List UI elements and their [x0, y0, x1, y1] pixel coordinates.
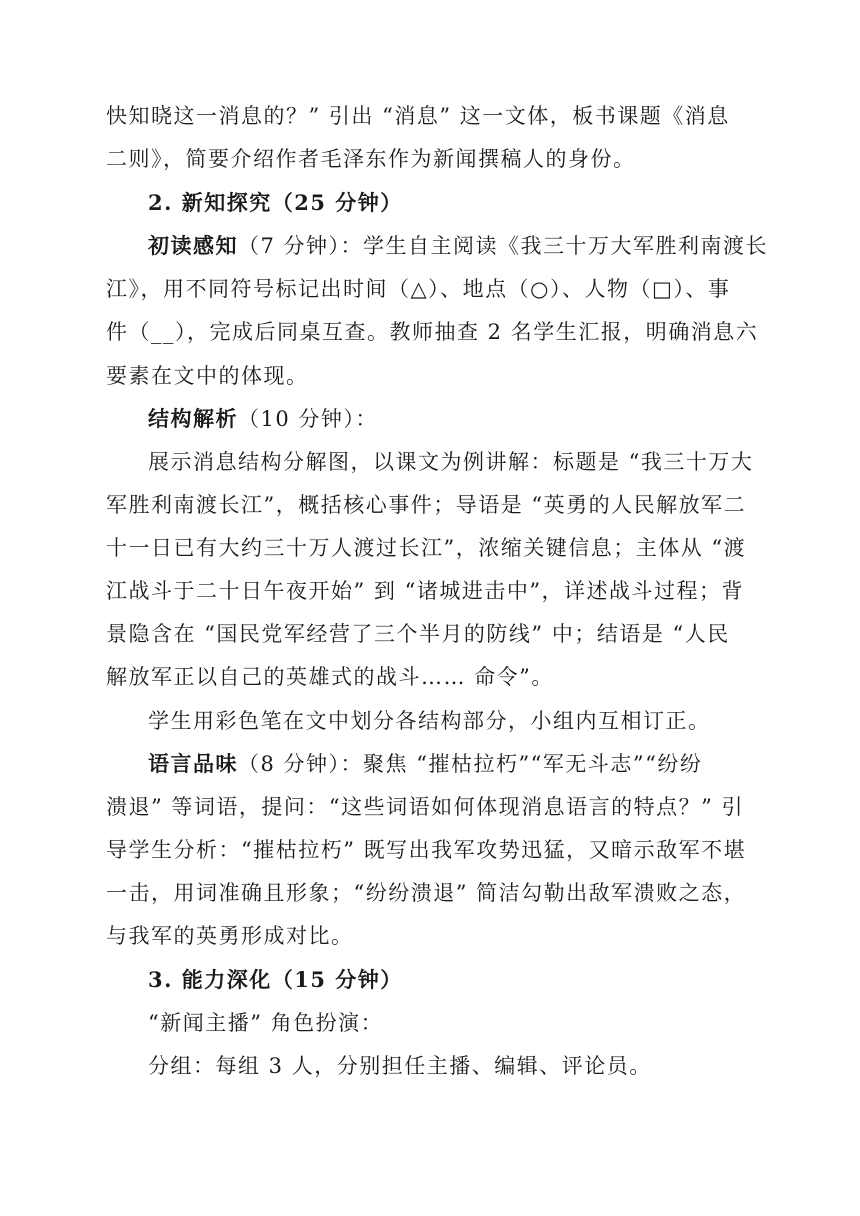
reading-line-1-text: （7 分钟）：学生自主阅读《我三十万大军胜利南渡长 [238, 234, 769, 258]
structure-para-line-2: 军胜利南渡长江”，概括核心事件；导语是 “英勇的人民解放军二 [106, 493, 747, 517]
structure-para-line-3: 十一日已有大约三十万人渡过长江”，浓缩关键信息；主体从 “渡 [106, 536, 747, 560]
language-line-1 [148, 750, 702, 778]
reading-label: 初读感知 [148, 233, 238, 258]
roleplay-line: “新闻主播” 角色扮演： [148, 1011, 384, 1035]
intro-line-2: 二则》，简要介绍作者毛泽东作为新闻撰稿人的身份。 [106, 147, 636, 171]
language-label: 语言品味 [148, 751, 238, 776]
language-line-2: 溃退” 等词语，提问：“这些词语如何体现消息语言的特点？” 引 [106, 795, 745, 819]
language-line-3: 导学生分析：“摧枯拉朽” 既写出我军攻势迅猛，又暗示敌军不堪 [106, 838, 747, 862]
section2-heading: 2. 新知探究（25 分钟） [148, 190, 403, 215]
language-line-5: 与我军的英勇形成对比。 [106, 924, 354, 948]
section3-heading: 3. 能力深化（15 分钟） [148, 967, 403, 992]
language-line-1-text: （8 分钟）：聚焦 “摧枯拉朽”“军无斗志”“纷纷 [238, 752, 703, 776]
reading-line-2: 江》，用不同符号标记出时间（△）、地点（○）、人物（□）、事 [106, 277, 731, 301]
group-line: 分组：每组 3 人，分别担任主播、编辑、评论员。 [148, 1054, 652, 1078]
structure-heading-line [148, 405, 378, 433]
structure-student-line: 学生用彩色笔在文中划分各结构部分，小组内互相订正。 [148, 709, 711, 733]
structure-para-line-6: 解放军正以自己的英雄式的战斗…… 命令”。 [106, 665, 554, 689]
structure-label: 结构解析 [148, 406, 238, 431]
structure-heading-rest: （10 分钟）： [238, 407, 378, 431]
structure-para-line-1: 展示消息结构分解图，以课文为例讲解：标题是 “我三十万大 [148, 450, 754, 474]
reading-line-1 [148, 232, 768, 260]
reading-line-3: 件（__），完成后同桌互查。教师抽查 2 名学生汇报，明确消息六 [106, 320, 759, 344]
reading-line-4: 要素在文中的体现。 [106, 364, 309, 388]
structure-para-line-5: 景隐含在 “国民党军经营了三个半月的防线” 中；结语是 “人民 [106, 622, 730, 646]
language-line-4: 一击，用词准确且形象；“纷纷溃退” 简洁勾勒出敌军溃败之态， [106, 881, 747, 905]
structure-para-line-4: 江战斗于二十日午夜开始” 到 “诸城进击中”，详述战斗过程；背 [106, 579, 745, 603]
intro-line-1: 快知晓这一消息的？” 引出 “消息” 这一文体，板书课题《消息 [106, 104, 730, 128]
